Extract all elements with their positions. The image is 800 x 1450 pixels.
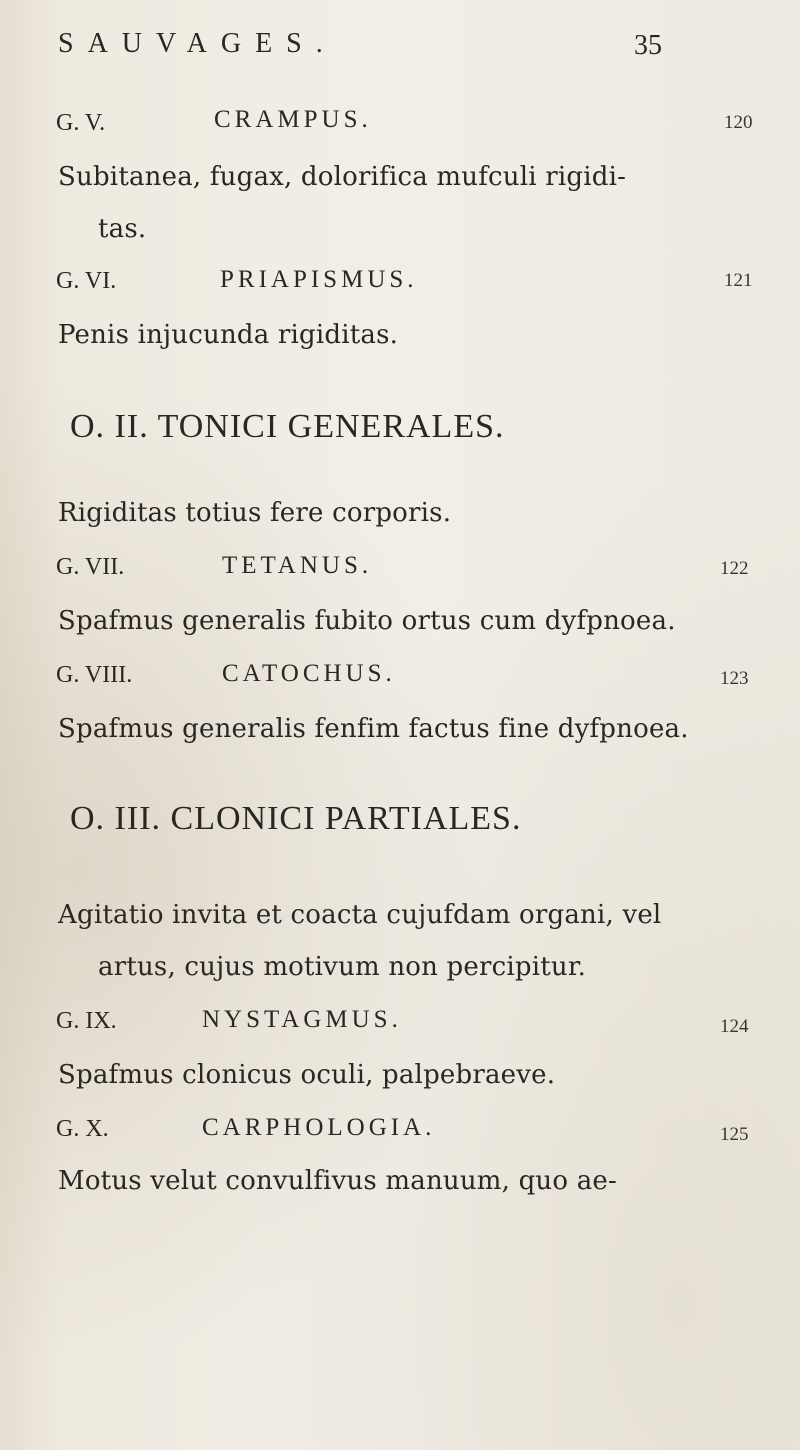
genus-label-8: G. VIII. <box>56 662 133 688</box>
running-header: SAUVAGES. <box>58 28 337 59</box>
genus-number-122: 122 <box>720 558 749 579</box>
genus-description-nystagmus: Spafmus clonicus oculi, palpebraeve. <box>58 1060 556 1090</box>
genus-label-6: G. VI. <box>56 268 117 294</box>
genus-name-priapismus: PRIAPISMUS. <box>220 266 418 293</box>
genus-name-tetanus: TETANUS. <box>222 552 373 579</box>
genus-name-crampus: CRAMPUS. <box>214 106 372 133</box>
genus-number-120: 120 <box>724 112 753 133</box>
genus-name-nystagmus: NYSTAGMUS. <box>202 1006 402 1033</box>
order-heading-clonici-partiales: O. III. CLONICI PARTIALES. <box>70 800 522 837</box>
order-description-clonici-line2: artus, cujus motivum non percipitur. <box>98 952 587 982</box>
genus-number-125: 125 <box>720 1124 749 1145</box>
genus-description-catochus: Spafmus generalis fenfim factus fine dyfpnoea. <box>58 714 689 744</box>
genus-label-5: G. V. <box>56 110 106 136</box>
genus-description-crampus-line1: Subitanea, fugax, dolorifica mufculi rigidi- <box>58 162 627 192</box>
genus-description-crampus-line2: tas. <box>98 214 147 244</box>
order-description-tonici: Rigiditas totius fere corporis. <box>58 498 452 528</box>
page-number: 35 <box>634 30 662 61</box>
genus-number-124: 124 <box>720 1016 749 1037</box>
genus-description-priapismus: Penis injucunda rigiditas. <box>58 320 399 350</box>
genus-label-10: G. X. <box>56 1116 109 1142</box>
order-heading-tonici-generales: O. II. TONICI GENERALES. <box>70 408 505 445</box>
genus-description-carphologia: Motus velut convulfivus manuum, quo ae- <box>58 1166 617 1196</box>
genus-label-9: G. IX. <box>56 1008 117 1034</box>
genus-name-catochus: CATOCHUS. <box>222 660 396 687</box>
genus-label-7: G. VII. <box>56 554 125 580</box>
genus-description-tetanus: Spafmus generalis fubito ortus cum dyfpnoea. <box>58 606 676 636</box>
order-description-clonici-line1: Agitatio invita et coacta cujufdam organi, vel <box>58 900 662 930</box>
genus-number-123: 123 <box>720 668 749 689</box>
genus-name-carphologia: CARPHOLOGIA. <box>202 1114 436 1141</box>
genus-number-121: 121 <box>724 270 753 291</box>
